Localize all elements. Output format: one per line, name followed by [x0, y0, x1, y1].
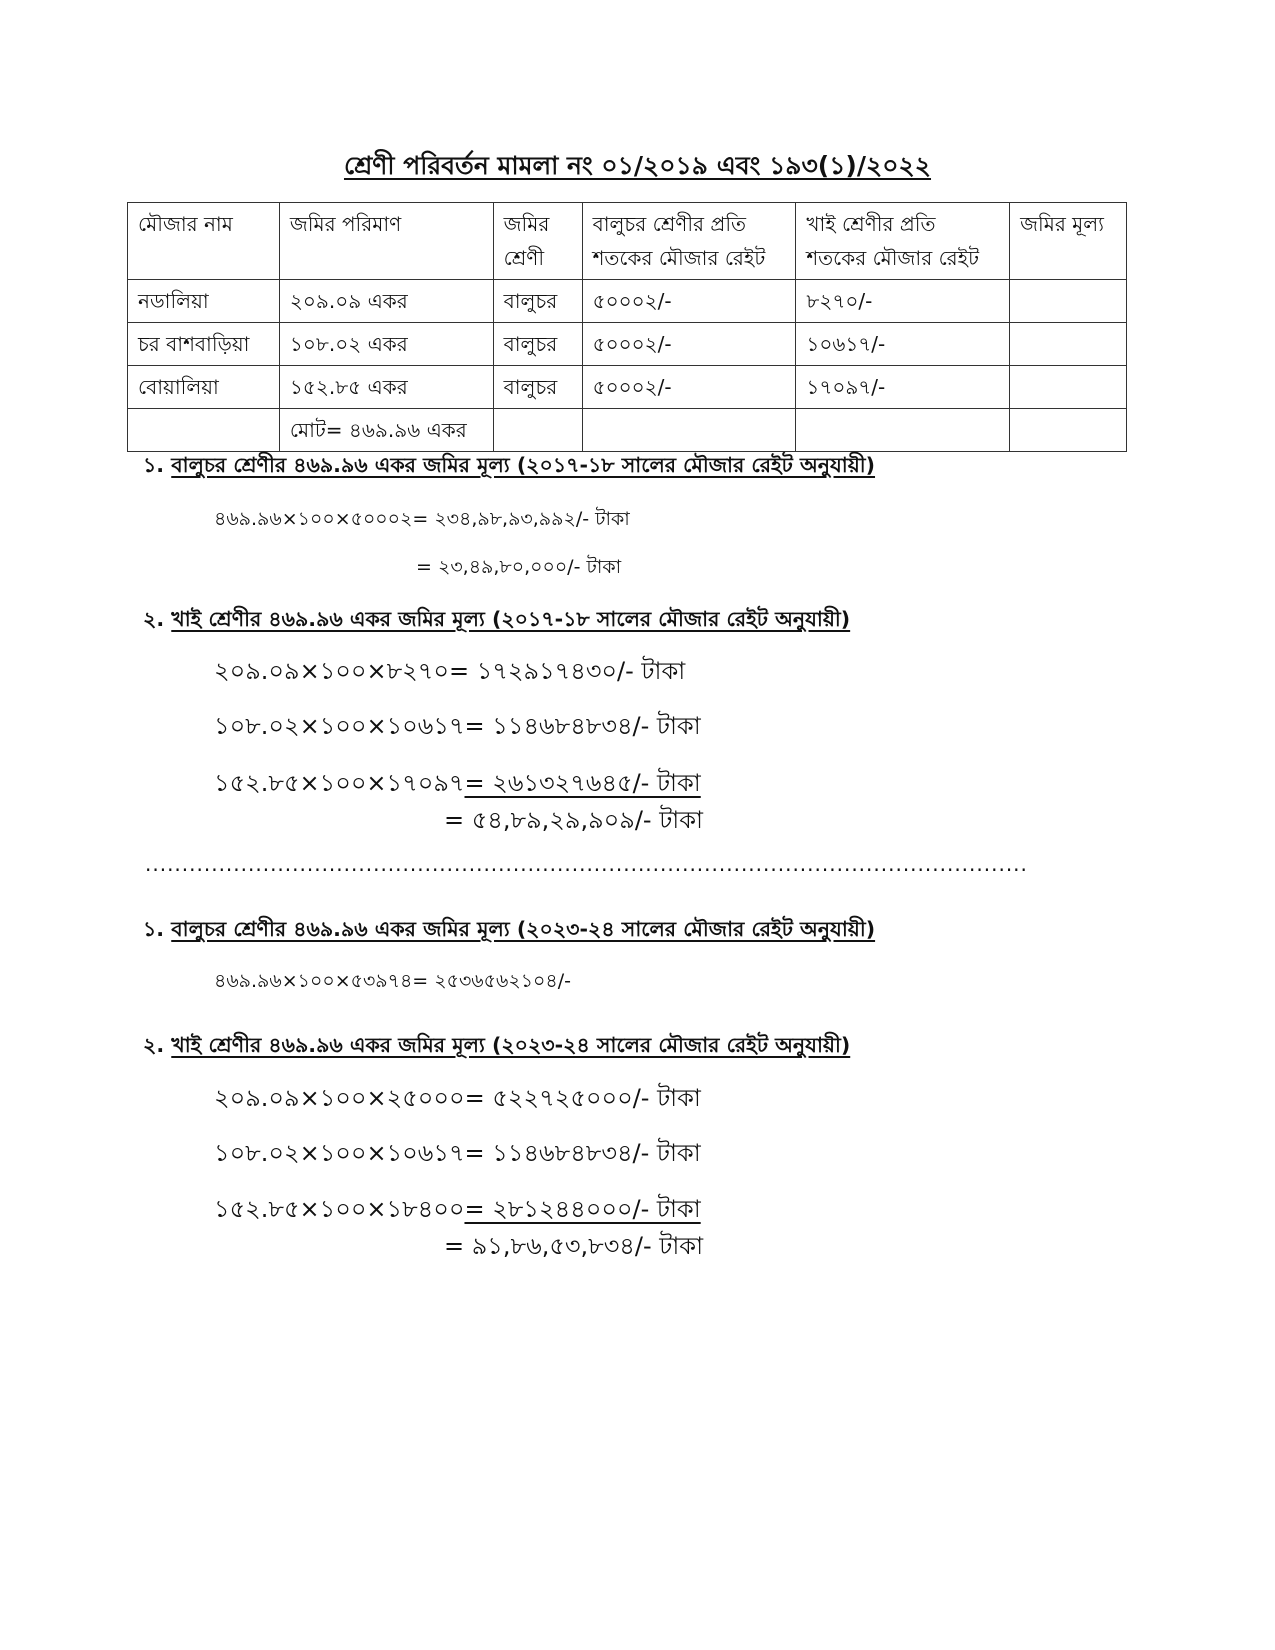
- header-cell: জমির শ্রেণী: [493, 203, 582, 280]
- table-cell: [493, 409, 582, 452]
- title-text: শ্রেণী পরিবর্তন মামলা নং ০১/২০১৯ এবং ১৯৩(১)/২০২২: [343, 151, 932, 180]
- table-cell: ১৭০৯৭/-: [796, 366, 1010, 409]
- calc-result: = ২৬১৩২৭৬৪৫/- টাকা: [464, 769, 701, 797]
- table-cell: ১০৬১৭/-: [796, 323, 1010, 366]
- header-cell: জমির পরিমাণ: [279, 203, 493, 280]
- table-cell: ২০৯.০৯ একর: [279, 280, 493, 323]
- header-cell: জমির মূল্য: [1010, 203, 1127, 280]
- table-cell: বালুচর: [493, 280, 582, 323]
- table-cell: [1010, 366, 1127, 409]
- table-cell: [796, 409, 1010, 452]
- section2-calc-line: ২০৯.০৯×১০০×৮২৭০= ১৭২৯১৭৪৩০/- টাকা: [214, 657, 686, 685]
- table-row: [128, 366, 1127, 409]
- table-cell: বোয়ালিয়া: [128, 366, 280, 409]
- header-cell: বালুচর শ্রেণীর প্রতি শতকের মৌজার রেইট: [582, 203, 796, 280]
- section2-total: = ৫৪,৮৯,২৯,৯০৯/- টাকা: [444, 806, 704, 834]
- section4-calc-line: ১০৮.০২×১০০×১০৬১৭= ১১৪৬৮৪৮৩৪/- টাকা: [214, 1139, 701, 1167]
- header-cell: খাই শ্রেণীর প্রতি শতকের মৌজার রেইট: [796, 203, 1010, 280]
- table-header-row: [128, 203, 1127, 280]
- table-cell: [1010, 409, 1127, 452]
- document-title: [0, 146, 1275, 189]
- table-cell: ৫০০০২/-: [582, 280, 796, 323]
- table-cell: নডালিয়া: [128, 280, 280, 323]
- table-cell: ৫০০০২/-: [582, 323, 796, 366]
- section1-calc-line: ৪৬৯.৯৬×১০০×৫০০০২= ২৩৪,৯৮,৯৩,৯৯২/- টাকা: [214, 508, 630, 530]
- section1-heading: [143, 450, 875, 484]
- table-cell: ১০৮.০২ একর: [279, 323, 493, 366]
- section2-heading: [143, 604, 850, 638]
- section3-heading-text: বালুচর শ্রেণীর ৪৬৯.৯৬ একর জমির মূল্য (২০২৩-২৪ সালের মৌজার রেইট অনুযায়ী): [171, 917, 876, 941]
- section4-number: ২.: [143, 1033, 165, 1057]
- table-cell: [1010, 280, 1127, 323]
- section1-rounded-total: = ২৩,৪৯,৮০,০০০/- টাকা: [416, 556, 622, 578]
- table-cell: বালুচর: [493, 323, 582, 366]
- calc-result: = ২৮১২৪৪০০০/- টাকা: [464, 1195, 701, 1223]
- table-cell: ১৫২.৮৫ একর: [279, 366, 493, 409]
- table-cell: [1010, 323, 1127, 366]
- section2-number: ২.: [143, 607, 165, 631]
- section4-heading-text: খাই শ্রেণীর ৪৬৯.৯৬ একর জমির মূল্য (২০২৩-২৪ সালের মৌজার রেইট অনুযায়ী): [171, 1033, 851, 1057]
- section4-heading: [143, 1030, 850, 1064]
- mouza-rate-table: [127, 202, 1127, 452]
- table-cell: [582, 409, 796, 452]
- table-cell: ৫০০০২/-: [582, 366, 796, 409]
- calc-expression: ১৫২.৮৫×১০০×১৮৪০০: [214, 1195, 465, 1223]
- table-total-row: [128, 409, 1127, 452]
- section2-calc-line: ১০৮.০২×১০০×১০৬১৭= ১১৪৬৮৪৮৩৪/- টাকা: [214, 712, 701, 740]
- section1-heading-text: বালুচর শ্রেণীর ৪৬৯.৯৬ একর জমির মূল্য (২০১৭-১৮ সালের মৌজার রেইট অনুযায়ী): [171, 453, 876, 477]
- section4-calc-line: ২০৯.০৯×১০০×২৫০০০= ৫২২৭২৫০০০/- টাকা: [214, 1084, 701, 1112]
- calc-expression: ১৫২.৮৫×১০০×১৭০৯৭: [214, 769, 465, 797]
- dotted-separator: ........................................................................................................................: [145, 852, 1028, 876]
- table-cell: বালুচর: [493, 366, 582, 409]
- section1-number: ১.: [143, 453, 165, 477]
- table-cell: মোট= ৪৬৯.৯৬ একর: [279, 409, 493, 452]
- header-cell: মৌজার নাম: [128, 203, 280, 280]
- section3-calc-line: ৪৬৯.৯৬×১০০×৫৩৯৭৪= ২৫৩৬৫৬২১০৪/-: [214, 970, 571, 992]
- section2-calc-line: [214, 765, 701, 805]
- section4-calc-line: [214, 1191, 701, 1231]
- section3-number: ১.: [143, 917, 165, 941]
- section4-total: = ৯১,৮৬,৫৩,৮৩৪/- টাকা: [444, 1232, 704, 1260]
- section3-heading: [143, 914, 875, 948]
- table-row: [128, 323, 1127, 366]
- table-row: [128, 280, 1127, 323]
- section2-heading-text: খাই শ্রেণীর ৪৬৯.৯৬ একর জমির মূল্য (২০১৭-১৮ সালের মৌজার রেইট অনুযায়ী): [171, 607, 851, 631]
- table-cell: [128, 409, 280, 452]
- table-cell: চর বাশবাড়িয়া: [128, 323, 280, 366]
- table-cell: ৮২৭০/-: [796, 280, 1010, 323]
